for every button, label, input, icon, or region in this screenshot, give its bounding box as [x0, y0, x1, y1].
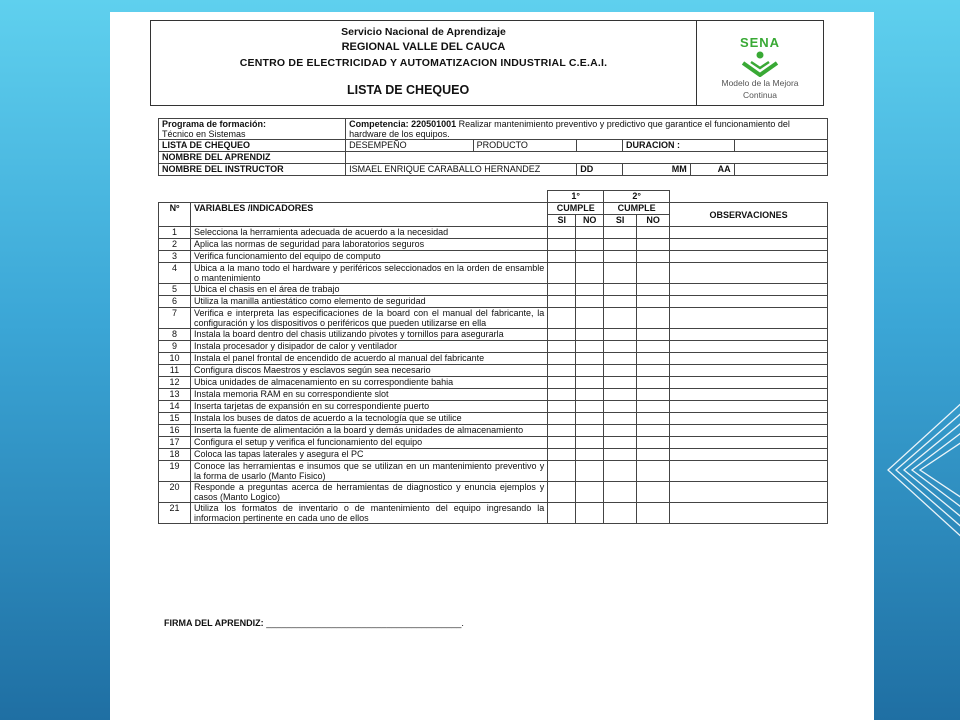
blank-cell: [577, 140, 623, 152]
check-si-2: [604, 239, 637, 251]
check-no-2: [637, 284, 670, 296]
row-number: 6: [159, 296, 191, 308]
header-text-block: [151, 21, 697, 105]
row-indicator: Verifica funcionamiento del equipo de computo: [190, 251, 547, 263]
check-si-2: [604, 227, 637, 239]
check-no-2: [637, 425, 670, 437]
check-si-1: [548, 263, 576, 284]
row-number: 10: [159, 353, 191, 365]
observation-cell: [670, 341, 828, 353]
observation-cell: [670, 401, 828, 413]
check-si-1: [548, 251, 576, 263]
check-no-2: [637, 263, 670, 284]
table-row: [159, 503, 828, 524]
desempeno-cell: DESEMPEÑO: [346, 140, 474, 152]
document-title: LISTA DE CHEQUEO: [347, 83, 470, 97]
table-row: [159, 401, 828, 413]
check-si-2: [604, 329, 637, 341]
table-row: [159, 461, 828, 482]
check-no-2: [637, 251, 670, 263]
check-si-2: [604, 461, 637, 482]
table-row: [159, 251, 828, 263]
mm-label: MM: [623, 164, 691, 176]
table-row: [159, 263, 828, 284]
check-si-2: [604, 482, 637, 503]
table-row: [159, 341, 828, 353]
check-si-1: [548, 377, 576, 389]
row-number: 12: [159, 377, 191, 389]
check-no-2: [637, 308, 670, 329]
check-no-1: [576, 251, 604, 263]
row-number: 8: [159, 329, 191, 341]
table-row: [159, 413, 828, 425]
check-no-2: [637, 296, 670, 308]
producto-cell: PRODUCTO: [473, 140, 577, 152]
check-si-2: [604, 389, 637, 401]
check-no-1: [576, 329, 604, 341]
aprendiz-value: [346, 152, 828, 164]
check-si-1: [548, 461, 576, 482]
header-line-1: Servicio Nacional de Aprendizaje: [341, 26, 506, 38]
observation-cell: [670, 284, 828, 296]
check-no-1: [576, 482, 604, 503]
competencia-cell: [346, 119, 828, 140]
table-row: [159, 425, 828, 437]
competencia-label: Competencia: 220501001: [349, 119, 457, 129]
col-num-header: Nº: [159, 203, 191, 227]
row-indicator: Conoce las herramientas e insumos que se utilizan en un mantenimiento preventivo y la forma de usarlo (Manto Fisico): [190, 461, 547, 482]
observation-cell: [670, 377, 828, 389]
check-no-1: [576, 401, 604, 413]
observation-cell: [670, 413, 828, 425]
first-review-header: 1°: [548, 191, 604, 203]
duracion-value: [734, 140, 827, 152]
table-row: [159, 329, 828, 341]
check-si-2: [604, 365, 637, 377]
row-indicator: Instala procesador y disipador de calor y ventilador: [190, 341, 547, 353]
row-number: 21: [159, 503, 191, 524]
check-si-1: [548, 425, 576, 437]
check-si-2: [604, 449, 637, 461]
row-number: 15: [159, 413, 191, 425]
check-si-2: [604, 353, 637, 365]
check-si-2: [604, 425, 637, 437]
check-si-1: [548, 227, 576, 239]
instructor-label: NOMBRE DEL INSTRUCTOR: [159, 164, 346, 176]
check-si-2: [604, 284, 637, 296]
col-var-header: VARIABLES /INDICADORES: [190, 203, 547, 227]
lista-label: LISTA DE CHEQUEO: [159, 140, 346, 152]
row-indicator: Configura discos Maestros y esclavos según sea necesario: [190, 365, 547, 377]
check-si-1: [548, 482, 576, 503]
checklist-table: [158, 190, 828, 524]
row-number: 20: [159, 482, 191, 503]
check-si-1: [548, 284, 576, 296]
row-indicator: Inserta tarjetas de expansión en su correspondiente puerto: [190, 401, 547, 413]
check-si-1: [548, 413, 576, 425]
row-number: 16: [159, 425, 191, 437]
row-number: 2: [159, 239, 191, 251]
check-si-1: [548, 353, 576, 365]
row-number: 4: [159, 263, 191, 284]
check-no-2: [637, 353, 670, 365]
signature-line: [164, 618, 464, 628]
check-si-2: [604, 341, 637, 353]
sena-logo: [697, 21, 823, 105]
check-no-1: [576, 284, 604, 296]
check-si-1: [548, 296, 576, 308]
row-indicator: Inserta la fuente de alimentación a la board y demás unidades de almacenamiento: [190, 425, 547, 437]
row-number: 5: [159, 284, 191, 296]
instructor-value: ISMAEL ENRIQUE CARABALLO HERNANDEZ: [346, 164, 577, 176]
check-no-1: [576, 227, 604, 239]
logo-caption-1: Modelo de la Mejora: [721, 78, 799, 88]
row-indicator: Utiliza la manilla antiestático como elemento de seguridad: [190, 296, 547, 308]
info-table: [158, 118, 828, 176]
table-row: [159, 482, 828, 503]
row-number: 19: [159, 461, 191, 482]
row-indicator: Instala memoria RAM en su correspondiente slot: [190, 389, 547, 401]
si-1-header: SI: [548, 215, 576, 227]
check-no-2: [637, 227, 670, 239]
observation-cell: [670, 389, 828, 401]
second-review-header: 2°: [604, 191, 670, 203]
check-si-2: [604, 296, 637, 308]
table-row: [159, 239, 828, 251]
observation-cell: [670, 308, 828, 329]
check-si-2: [604, 263, 637, 284]
check-no-1: [576, 389, 604, 401]
check-si-2: [604, 251, 637, 263]
check-no-1: [576, 239, 604, 251]
check-si-2: [604, 413, 637, 425]
check-no-1: [576, 296, 604, 308]
cumple-2-header: CUMPLE: [604, 203, 670, 215]
check-no-1: [576, 341, 604, 353]
table-row: [159, 284, 828, 296]
logo-word: SENA: [739, 35, 781, 50]
observation-cell: [670, 449, 828, 461]
observation-cell: [670, 503, 828, 524]
header-line-3: CENTRO DE ELECTRICIDAD Y AUTOMATIZACION INDUSTRIAL C.E.A.I.: [239, 57, 608, 69]
observation-cell: [670, 251, 828, 263]
observation-cell: [670, 239, 828, 251]
row-indicator: Coloca las tapas laterales y asegura el PC: [190, 449, 547, 461]
observation-cell: [670, 263, 828, 284]
document-header: [150, 20, 824, 106]
check-si-1: [548, 503, 576, 524]
row-indicator: Ubica el chasis en el área de trabajo: [190, 284, 547, 296]
table-row: [159, 308, 828, 329]
check-no-2: [637, 503, 670, 524]
check-no-1: [576, 461, 604, 482]
row-number: 14: [159, 401, 191, 413]
observation-cell: [670, 461, 828, 482]
table-row: [159, 377, 828, 389]
duracion-label: DURACION :: [623, 140, 735, 152]
check-si-1: [548, 329, 576, 341]
check-no-2: [637, 239, 670, 251]
decorative-chevrons: [870, 0, 960, 720]
check-no-2: [637, 341, 670, 353]
observation-cell: [670, 482, 828, 503]
aa-label: AA: [690, 164, 734, 176]
table-row: [159, 296, 828, 308]
table-row: [159, 449, 828, 461]
check-no-2: [637, 413, 670, 425]
row-indicator: Instala la board dentro del chasis utilizando pivotes y tornillos para asegurarla: [190, 329, 547, 341]
table-row: [159, 365, 828, 377]
table-row: [159, 437, 828, 449]
row-indicator: Selecciona la herramienta adecuada de acuerdo a la necesidad: [190, 227, 547, 239]
check-no-2: [637, 482, 670, 503]
document-page: [110, 12, 874, 720]
check-si-1: [548, 437, 576, 449]
row-number: 3: [159, 251, 191, 263]
row-indicator: Ubica unidades de almacenamiento en su correspondiente bahia: [190, 377, 547, 389]
check-no-2: [637, 449, 670, 461]
check-si-1: [548, 389, 576, 401]
check-no-1: [576, 377, 604, 389]
observation-cell: [670, 425, 828, 437]
check-si-1: [548, 401, 576, 413]
row-number: 7: [159, 308, 191, 329]
check-no-1: [576, 503, 604, 524]
check-no-2: [637, 365, 670, 377]
competencia-text: Realizar mantenimiento preventivo y predictivo que garantice el funcionamiento del hardware de los equipos.: [349, 119, 790, 139]
check-si-1: [548, 449, 576, 461]
check-no-2: [637, 389, 670, 401]
row-indicator: Aplica las normas de seguridad para laboratorios seguros: [190, 239, 547, 251]
check-si-1: [548, 239, 576, 251]
row-number: 17: [159, 437, 191, 449]
observation-cell: [670, 296, 828, 308]
observation-cell: [670, 365, 828, 377]
logo-caption-2: Continua: [742, 90, 778, 100]
row-indicator: Instala los buses de datos de acuerdo a la tecnología que se utilice: [190, 413, 547, 425]
check-no-1: [576, 353, 604, 365]
row-indicator: Utiliza los formatos de inventario o de mantenimiento del equipo ingresando la informacion pertinente en cada uno de ellos: [190, 503, 547, 524]
si-2-header: SI: [604, 215, 637, 227]
check-no-2: [637, 461, 670, 482]
row-indicator: Instala el panel frontal de encendido de acuerdo al manual del fabricante: [190, 353, 547, 365]
signature-blank: _______________________________________.: [266, 618, 464, 628]
check-si-2: [604, 503, 637, 524]
check-no-1: [576, 365, 604, 377]
check-no-2: [637, 377, 670, 389]
check-no-2: [637, 401, 670, 413]
row-indicator: Responde a preguntas acerca de herramientas de diagnostico y enuncia ejemplos y casos (Manto Logico): [190, 482, 547, 503]
check-no-1: [576, 263, 604, 284]
programa-label: Programa de formación:: [162, 119, 267, 129]
row-indicator: Ubica a la mano todo el hardware y periféricos seleccionados en la orden de ensamble o mantenimiento: [190, 263, 547, 284]
check-si-2: [604, 401, 637, 413]
row-number: 18: [159, 449, 191, 461]
check-no-1: [576, 449, 604, 461]
no-2-header: NO: [637, 215, 670, 227]
signature-label: FIRMA DEL APRENDIZ:: [164, 618, 264, 628]
row-number: 11: [159, 365, 191, 377]
check-no-1: [576, 413, 604, 425]
programa-cell: [159, 119, 346, 140]
row-indicator: Configura el setup y verifica el funcionamiento del equipo: [190, 437, 547, 449]
obs-header: OBSERVACIONES: [670, 203, 828, 227]
check-no-2: [637, 329, 670, 341]
observation-cell: [670, 329, 828, 341]
check-si-1: [548, 365, 576, 377]
sena-logo-icon: [741, 51, 779, 77]
table-row: [159, 227, 828, 239]
dd-label: DD: [577, 164, 623, 176]
check-no-1: [576, 425, 604, 437]
check-no-1: [576, 437, 604, 449]
check-si-1: [548, 308, 576, 329]
row-indicator: Verifica e interpreta las especificaciones de la board con el manual del fabricante, la configuración y los dispositivos o periféricos que pueden utilizarse en ella: [190, 308, 547, 329]
check-no-2: [637, 437, 670, 449]
row-number: 1: [159, 227, 191, 239]
check-si-2: [604, 437, 637, 449]
check-no-1: [576, 308, 604, 329]
programa-value: Técnico en Sistemas: [162, 129, 246, 139]
observation-cell: [670, 227, 828, 239]
observation-cell: [670, 353, 828, 365]
observation-cell: [670, 437, 828, 449]
cumple-1-header: CUMPLE: [548, 203, 604, 215]
table-row: [159, 353, 828, 365]
check-si-1: [548, 341, 576, 353]
row-number: 13: [159, 389, 191, 401]
row-number: 9: [159, 341, 191, 353]
table-row: [159, 389, 828, 401]
aprendiz-label: NOMBRE DEL APRENDIZ: [159, 152, 346, 164]
no-1-header: NO: [576, 215, 604, 227]
check-si-2: [604, 308, 637, 329]
date-value: [734, 164, 827, 176]
check-si-2: [604, 377, 637, 389]
header-line-2: REGIONAL VALLE DEL CAUCA: [341, 41, 506, 53]
